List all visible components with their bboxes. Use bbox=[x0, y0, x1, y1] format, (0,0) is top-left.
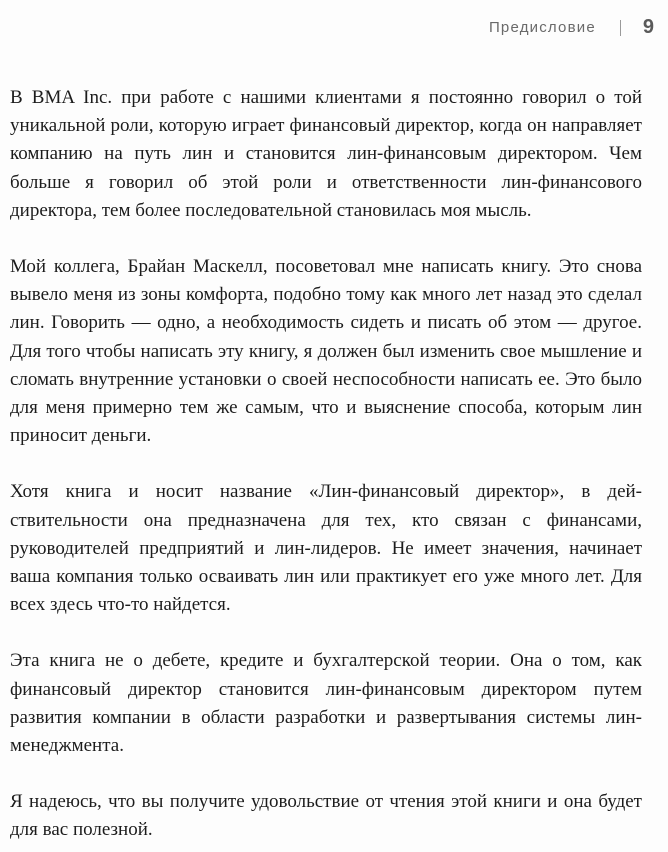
paragraph: Мой коллега, Брайан Маскелл, посоветовал мне написать книгу. Это снова вывело меня из зоны комфорта, подобно тому как много лет назад это сделал лин. Говорить — одно, а необходимость сидеть и писать об этом — другое. Для того чтобы написать эту книгу, я должен был изменить свое мышление и сломать внутренние установки о своей неспособности написать ее. Это было для меня примерно тем же самым, что и выяснение способа, которым лин приносит деньги. bbox=[10, 256, 642, 447]
header-divider bbox=[620, 20, 621, 36]
paragraph: В BMA Inc. при работе с нашими клиентами я постоянно говорил о той уникальной роли, которую играет финансовый директор, когда он направляет компанию на путь лин и становится лин-финансовым директором. Чем больше я говорил об этой роли и ответственности лин-финансового директора, тем более последовательной становилась моя мысль. bbox=[10, 87, 642, 221]
body-text bbox=[10, 84, 642, 845]
paragraph: Хотя книга и носит название «Лин-финансовый директор», в действительности она предназначена для тех, кто связан с финансами, руководителей предприятий и лин-лидеров. Не имеет значения, начинает ваша компания только осваивать лин или практикует его уже много лет. Для всех здесь что-то найдется. bbox=[10, 481, 642, 616]
paragraph: Я надеюсь, что вы получите удовольствие от чтения этой книги и она будет для вас полезной. bbox=[10, 791, 642, 841]
running-header bbox=[489, 16, 654, 39]
page-number: 9 bbox=[642, 16, 654, 38]
paragraph: Эта книга не о дебете, кредите и бухгалтерской теории. Она о том, как финансовый директор становится лин-финансовым директором путем развития компании в области разработки и развертывания системы лин-менеджмента. bbox=[10, 650, 642, 757]
section-title: Предисловие bbox=[488, 19, 596, 36]
